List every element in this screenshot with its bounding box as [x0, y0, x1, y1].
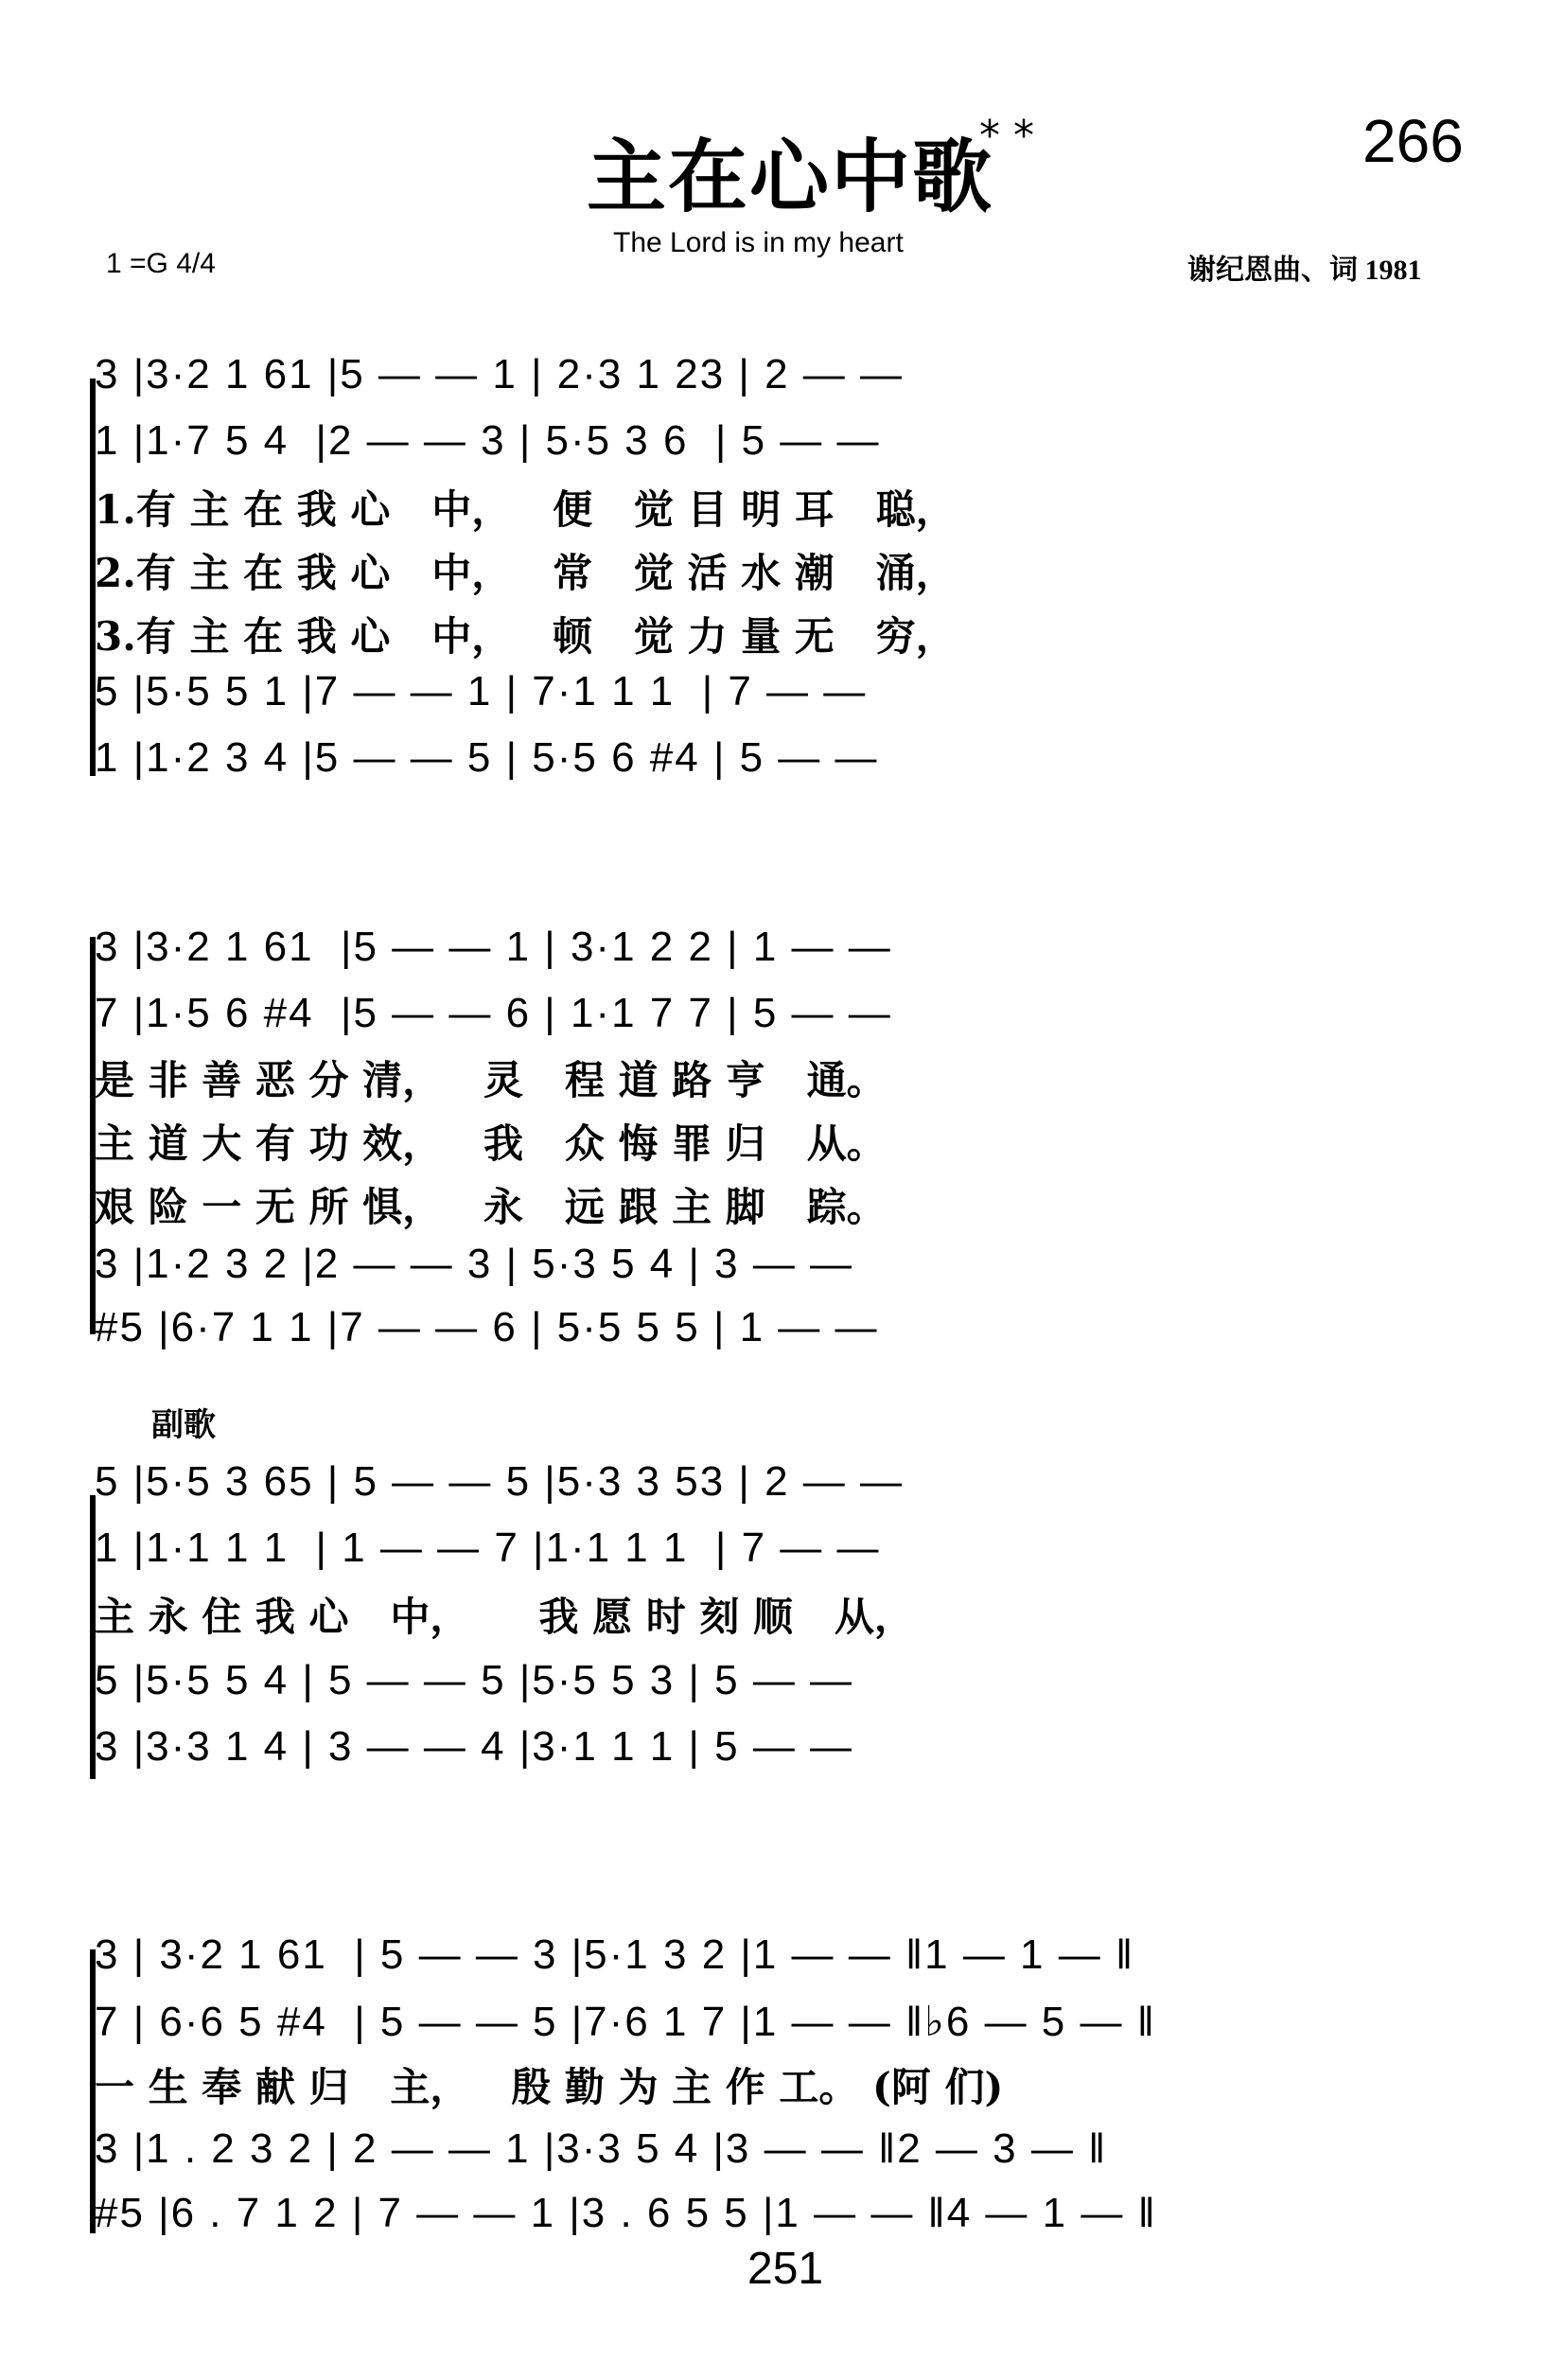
composer-credit: 谢纪恩曲、词 1981 [1187, 255, 1422, 286]
chorus-label: 副歌 [151, 1406, 216, 1444]
system-3-soprano: 5 |5·5 3 65 | 5 — — 5 |5·3 3 53 | 2 — — [95, 1458, 904, 1505]
system-1-alto: 1 |1·7 5 4 |2 — — 3 | 5·5 3 6 | 5 — — [95, 417, 881, 464]
key-signature: 1 =G 4/4 [106, 248, 216, 279]
english-subtitle: The Lord is in my heart [613, 227, 904, 258]
system-4-lyric-1: 一 生 奉 献 归 主， 殷 勤 为 主 作 工。 (阿 们) [95, 2064, 1004, 2110]
system-3-lyric-1: 主 永 住 我 心 中， 我 愿 时 刻 顺 从， [95, 1594, 914, 1640]
system-3-alto: 1 |1·1 1 1 | 1 — — 7 |1·1 1 1 | 7 — — [95, 1525, 881, 1571]
system-2-bass: #5 |6·7 1 1 |7 — — 6 | 5·5 5 5 | 1 — — [95, 1304, 879, 1350]
system-1-soprano: 3 |3·2 1 61 |5 — — 1 | 2·3 1 23 | 2 — — [95, 351, 904, 397]
system-3-bass: 3 |3·3 1 4 | 3 — — 4 |3·1 1 1 | 5 — — [95, 1723, 854, 1770]
system-4-alto: 7 | 6·6 5 #4 | 5 — — 5 |7·6 1 7 |1 — — ‖♭6 — 5 — ‖ [95, 1998, 1156, 2045]
system-3-tenor: 5 |5·5 5 4 | 5 — — 5 |5·5 5 3 | 5 — — [95, 1657, 854, 1703]
system-2-lyric-2: 主 道 大 有 功 效， 我 众 悔 罪 归 从。 [95, 1120, 887, 1167]
system-1-bass: 1 |1·2 3 4 |5 — — 5 | 5·5 6 #4 | 5 — — [95, 734, 879, 781]
system-2-lyric-1: 是 非 善 恶 分 清， 灵 程 道 路 亨 通。 [95, 1057, 887, 1103]
hymn-number: 266 [1362, 107, 1464, 175]
system-4-tenor: 3 |1 . 2 3 2 | 2 — — 1 |3·3 5 4 |3 — — ‖2 — 3 — ‖ [95, 2125, 1108, 2172]
system-1-lyric-3: 3.有 主 在 我 心 中， 顿 觉 力 量 无 穷， [95, 613, 956, 660]
system-1-lyric-2: 2.有 主 在 我 心 中， 常 觉 活 水 潮 涌， [95, 550, 956, 596]
system-4-bass: #5 |6 . 7 1 2 | 7 — — 1 |3 . 6 5 5 |1 — — ‖4 — 1 — ‖ [95, 2190, 1157, 2236]
system-4-soprano: 3 | 3·2 1 61 | 5 — — 3 |5·1 3 2 |1 — — ‖1 — 1 — ‖ [95, 1931, 1135, 1978]
hymn-title: 主在心中歌 [587, 130, 994, 223]
system-1-lyric-1: 1.有 主 在 我 心 中， 便 觉 目 明 耳 聪， [95, 486, 956, 533]
system-2-alto: 7 |1·5 6 #4 |5 — — 6 | 1·1 7 7 | 5 — — [95, 990, 892, 1036]
title-stars: * * [979, 112, 1034, 160]
system-1-tenor: 5 |5·5 5 1 |7 — — 1 | 7·1 1 1 | 7 — — [95, 668, 868, 714]
page-number: 251 [747, 2244, 824, 2294]
system-2-soprano: 3 |3·2 1 61 |5 — — 1 | 3·1 2 2 | 1 — — [95, 924, 892, 970]
system-2-lyric-3: 艰 险 一 无 所 惧， 永 远 跟 主 脚 踪。 [95, 1184, 887, 1230]
system-2-tenor: 3 |1·2 3 2 |2 — — 3 | 5·3 5 4 | 3 — — [95, 1241, 854, 1287]
